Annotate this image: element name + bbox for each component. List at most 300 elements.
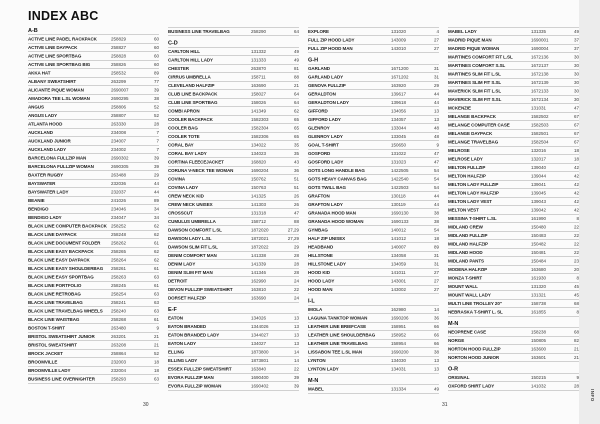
entry-name: BLACK LINE PORTFOLIO [28,283,82,288]
entry-name: COOLER TOTE [168,134,200,139]
entry-name: CUMULUS UMBRELLA [168,219,216,224]
index-entry [168,116,299,125]
index-entry [28,163,159,172]
entry-code: 131335 [531,29,547,34]
entry-code: 1690200 [391,349,409,355]
entry-page: 18 [573,156,579,162]
index-entry [308,385,439,394]
entry-code: 258290 [251,29,267,34]
entry-name: MADRID PIQUE MAN [448,37,492,43]
entry-code: 258807 [111,113,127,118]
entry-name: MELTON FULLZIP [448,165,486,170]
entry-name: CLUB LINE SPORTBAG [168,100,218,105]
index-entry [448,79,579,88]
entry-name: BROCK JACKET [28,351,63,356]
entry-code: 1672137 [531,63,549,68]
entry-code: 258532 [111,70,127,76]
index-entry [308,65,439,74]
entry-code: 1344027 [251,332,269,338]
entry-page: 52 [153,351,159,356]
entry-code: 143002 [391,287,407,292]
index-entry [448,215,579,224]
index-entry [168,141,299,150]
entry-name: COOLER BAG [168,125,198,131]
entry-name: BLACK LINE EASY BACKPACK [28,249,94,254]
entry-code: 134022 [251,142,267,148]
index-entry [308,141,439,150]
entry-code: 1422503 [391,185,409,190]
entry-name: MAVERICK SLIM FIT L.SL [448,88,502,94]
entry-name: CHESTER [168,66,189,71]
index-entry [28,282,159,291]
entry-name: CORAL BAY [168,142,194,148]
entry-page: 39 [153,155,159,161]
entry-code: 141325 [251,193,267,199]
index-entry [168,209,299,218]
entry-code: 1422540 [391,176,409,182]
entry-name: AUCKLAND LADY [28,147,67,152]
entry-code: 139044 [531,173,547,179]
entry-code: 163840 [251,366,267,372]
index-entry [448,274,579,283]
index-entry [168,99,299,108]
index-entry [448,206,579,215]
entry-code: 1690130 [391,210,409,216]
entry-name: FULL ZIP HOOD MAN [308,46,353,51]
entry-code: 131333 [251,57,267,63]
entry-code: 258245 [111,283,127,288]
entry-name: BRISTOL SWEATSHIRT JUNIOR [28,334,95,339]
entry-code: 1690206 [391,315,409,321]
entry-code: 133045 [391,134,407,139]
index-entry [28,316,159,325]
entry-page: 44 [433,193,439,199]
index-entry [168,260,299,269]
entry-name: MARTINES SLIM FIT L.SL [448,71,501,77]
index-entry [28,154,159,163]
entry-code: 258827 [111,45,127,50]
entry-name: COVINA [168,176,186,182]
entry-name: GRANADA HOOD MAN [308,210,356,216]
index-entry [28,290,159,299]
entry-name: MAVERICK SLIM FIT S.SL [448,97,502,102]
entry-page: 51 [293,185,299,190]
entry-name: NEBRASKA T-SHIRT L. SL [448,309,503,315]
index-entry [308,277,439,286]
entry-page: 54 [433,168,439,173]
index-block [28,27,159,384]
entry-page: 22 [573,224,579,230]
entry-page: 37 [573,46,579,51]
entry-code: 139042 [531,207,547,213]
entry-name: DENIM LADY [168,261,196,267]
entry-name: EATON [168,315,183,321]
entry-page: 54 [433,227,439,233]
entry-code: 234046 [111,206,127,212]
index-entry [168,133,299,142]
entry-code: 139045 [531,190,547,196]
entry-code: 131031 [531,105,547,111]
entry-name: MARTINES SLIM FIT S.SL [448,80,502,85]
index-block [168,27,299,36]
entry-code: 139618 [391,100,407,105]
entry-name: BROOMVILLE LADY [28,368,71,373]
index-entry [28,61,159,70]
entry-code: 263330 [111,121,127,127]
section-header: I-L [308,298,439,306]
entry-code: 1582303 [251,117,269,122]
entry-code: 158711 [251,74,266,80]
entry-code: 1690001 [531,37,549,43]
entry-code: 139040 [531,165,547,170]
entry-name: GOAL T-SHIRT [308,142,339,148]
entry-name: BARCELONA FULLZIP WOMAN [28,164,94,169]
entry-name: MIDLAND CREW [448,224,483,230]
entry-code: 163690 [251,295,267,301]
entry-code: 258806 [111,104,127,110]
entry-page: 36 [433,315,439,321]
entry-code: 1672134 [531,97,549,102]
entry-code: 150805 [531,338,547,343]
entry-code: 134031 [391,366,407,372]
entry-page: 14 [293,358,299,363]
entry-name: OXFORD SHIRT LADY [448,383,495,389]
entry-page: 18 [433,236,439,241]
entry-code: 163680 [531,267,547,272]
entry-page: 13 [293,341,299,346]
entry-name: BLACK LINE COMPUTER BACKPACK [28,223,107,229]
entry-name: AKKA HAT [28,70,51,76]
entry-name: BENDIGO [28,206,49,212]
entry-code: 141032 [531,383,547,389]
index-column [28,27,159,394]
entry-name: GENOVA FULLZIP [308,83,346,88]
entry-name: MELTON LADY VEST [448,199,492,204]
index-entry [168,167,299,176]
entry-code: 131022 [391,151,407,156]
index-entry [308,28,439,37]
entry-page: 21 [573,346,579,352]
entry-page: 29 [433,83,439,88]
entry-code: 150483 [531,233,547,238]
entry-name: GRAFTON LADY [308,202,343,207]
entry-name: CIRRUS UMBRELLA [168,74,211,80]
entry-code: 1344026 [251,324,269,329]
entry-name: HOOD LADY [308,278,335,284]
entry-name: CROSSCUT [168,210,193,216]
index-entry [448,104,579,113]
entry-name: MIDLAND HALFZIP [448,241,488,247]
entry-code: 150215 [531,375,547,380]
entry-name: LISSABON TEE L.SL MAN [308,349,363,355]
entry-code: 258240 [111,308,127,314]
entry-code: 258829 [111,36,127,42]
entry-name: MADRID PIQUE WOMAN [448,46,500,51]
entry-page: 39 [153,164,159,169]
entry-name: HILLSTONE LADY [308,261,346,267]
index-entry [448,172,579,181]
entry-code: 134056 [391,108,407,114]
entry-code: 150481 [531,250,547,255]
entry-code: 168820 [251,159,267,165]
entry-name: ANGUS [28,104,44,110]
entry-name: ACTIVE LINE SPORTBAG BIG [28,62,91,67]
entry-code: 143010 [391,46,407,51]
index-entry [308,150,439,159]
entry-page: 34 [153,206,159,212]
entry-name: EATON LADY [168,341,197,346]
entry-page: 61 [153,317,159,322]
entry-code: 258241 [111,300,127,305]
entry-name: BLACK LINE DAYPACK [28,232,77,237]
entry-page: 21 [153,342,159,348]
entry-page: 8 [576,275,579,281]
index-entry [448,138,579,147]
entry-page: 61 [153,240,159,246]
entry-code: 1690133 [391,219,409,224]
index-entry [168,286,299,295]
entry-page: 22 [573,241,579,247]
entry-code: 134030 [391,358,407,363]
entry-name: GOTS HEAVY CANVAS BAG [308,176,367,182]
entry-name: EVORA FULLZIP MAN [168,375,214,380]
entry-page: 64 [293,29,299,34]
entry-name: MESSINA T-SHIRT L.SL [448,216,497,221]
entry-page: 48 [433,134,439,139]
entry-name: HEADBAND [308,244,334,250]
entry-name: MIDLAND FULLZIP [448,233,488,238]
entry-name: ALICANTE PIQUE WOMAN [28,87,84,93]
entry-code: 131332 [251,49,267,54]
entry-name: ELLING LADY [168,358,198,363]
entry-name: COMBI APRON [168,108,200,114]
entry-page: 66 [433,324,439,329]
entry-name: MOUNT WALL [448,284,478,289]
index-entry [308,218,439,227]
entry-name: HOOD KID [308,270,330,275]
entry-name: GLENROY [308,125,330,131]
entry-page: 18 [573,148,579,153]
entry-page: 62 [153,223,159,229]
entry-page: 28 [293,253,299,258]
entry-code: 2690007 [111,87,129,93]
entry-page: 34 [153,215,159,220]
entry-code: 141339 [251,261,267,267]
index-entry [28,69,159,78]
entry-code: 258265 [111,249,127,254]
entry-code: 134023 [251,151,267,156]
entry-name: DEVON FULLZIP SWEATSHIRT [168,287,233,292]
entry-name: MELROSE LADY [448,156,483,162]
index-entry [168,226,299,235]
entry-code: 141349 [251,108,267,114]
entry-page: 28 [153,121,159,127]
entry-name: CARLTON HILL [168,49,200,54]
entry-page: 47 [573,105,579,111]
index-entry [308,45,439,54]
index-entry [168,374,299,383]
entry-code: 134027 [251,341,267,346]
entry-name: HOOD MAN [308,287,333,292]
index-entry [308,124,439,133]
entry-page: 42 [573,190,579,196]
entry-code: 1672138 [531,71,549,77]
index-entry [168,365,299,374]
entry-page: 22 [293,287,299,292]
entry-code: 163920 [391,83,407,88]
entry-page: 60 [153,45,159,50]
entry-name: COVINA LADY [168,185,199,190]
entry-page: 49 [293,49,299,54]
index-entry [28,188,159,197]
index-entry [448,87,579,96]
entry-code: 150484 [531,258,547,264]
entry-page: 22 [293,366,299,372]
entry-page: 49 [293,57,299,63]
entry-code: 258826 [111,62,127,67]
entry-page: 61 [153,283,159,288]
index-entry [28,129,159,138]
entry-name: ELLING [168,349,185,355]
index-entry [308,36,439,45]
entry-name: BLACK LINE TRAVELBAG WHEELS [28,308,103,314]
index-entry [448,374,579,383]
entry-page: 49 [433,386,439,392]
entry-page: 21 [153,334,159,339]
entry-page: 51 [293,176,299,182]
entry-page: 49 [573,29,579,34]
entry-name: MIDLAND HOOD [448,250,483,255]
entry-code: 150482 [531,241,547,247]
entry-name: GOTS LONG HANDLE BAG [308,168,365,173]
entry-name: GERALDTON LADY [308,100,349,105]
index-entry [448,240,579,249]
index-entry [168,65,299,74]
entry-page: 42 [573,173,579,179]
page-edge-strip [579,0,600,424]
entry-name: NORTON HOOD JUNIOR [448,355,500,360]
page-number-left: 30 [143,402,149,408]
index-block [168,40,299,303]
entry-page: 22 [573,250,579,255]
entry-code: 131321 [531,292,547,298]
entry-page: 88 [293,219,299,224]
entry-name: EATON BRANDED [168,324,207,329]
page-title: INDEX ABC [28,9,99,23]
index-entry [28,358,159,367]
entry-name: ACTIVE LINE DAYPACK [28,45,78,50]
entry-page: 48 [433,125,439,131]
entry-code: 141012 [391,236,407,241]
entry-page: 63 [153,300,159,305]
entry-name: DAWSON LADY L.SL [168,236,212,241]
entry-page: 61 [153,266,159,271]
entry-code: 2690295 [111,96,129,101]
index-block [308,57,439,295]
entry-code: 163600 [531,346,547,352]
entry-code: 158026 [251,100,267,105]
entry-name: BUSINESS LINE OVERNIGHTER [28,376,95,382]
index-entry [308,252,439,261]
entry-name: NORGE [448,338,465,343]
index-entry [308,99,439,108]
index-entry [28,52,159,61]
entry-page: 89 [153,70,159,76]
entry-page: 82 [573,338,579,343]
entry-page: 63 [153,274,159,280]
section-header: A-B [28,27,159,35]
entry-name: BAYSWATER [28,181,56,186]
entry-code: 163690 [251,83,267,88]
index-entry [308,116,439,125]
entry-page: 18 [153,368,159,373]
entry-page: 27 [433,270,439,275]
entry-code: 134058 [391,253,407,258]
entry-code: 1582306 [251,134,269,139]
entry-page: 89 [433,244,439,250]
entry-code: 1872022 [251,244,269,250]
index-block [308,27,439,53]
entry-page: 28 [573,383,579,389]
entry-name: DAWSON SLIM FIT L.SL [168,244,218,250]
index-entry [168,252,299,261]
entry-code: 263870 [251,66,267,71]
entry-name: EATON BRANDED LADY [168,332,220,338]
index-entry [448,36,579,45]
entry-name: DAWSON COMFORT L.SL [168,227,222,233]
entry-page: 9 [156,325,159,331]
entry-code: 234008 [111,130,127,135]
index-entry [28,86,159,95]
entry-code: 130118 [391,193,406,199]
entry-page: 65 [293,117,299,122]
entry-code: 258293 [111,376,127,382]
entry-page: 4 [436,29,439,34]
entry-page: 30 [573,88,579,94]
entry-name: GOTS TWILL BAG [308,185,346,190]
entry-name: ORIGINAL [448,375,470,380]
entry-name: CREW NECK KID [168,193,204,199]
entry-code: 258248 [111,232,127,237]
index-entry [308,306,439,315]
index-entry [28,205,159,214]
section-header: M-N [308,377,439,385]
index-block [448,366,579,391]
index-entry [448,232,579,241]
entry-code: 1671200 [391,66,409,71]
index-entry [448,345,579,354]
entry-name: MONZA T-SHIRT [448,275,483,281]
entry-code: 1582502 [531,114,549,119]
entry-name: GARLAND LADY [308,74,344,80]
entry-page: 60 [153,53,159,59]
entry-name: MELROSE [448,148,470,153]
entry-page: 26 [293,202,299,207]
index-entry [308,209,439,218]
index-entry [308,73,439,82]
entry-code: 158712 [251,219,267,224]
entry-code: 131320 [531,284,547,289]
index-entry [168,56,299,65]
entry-code: 2690305 [111,164,129,169]
entry-name: BARCELONA FULLZIP MAN [28,155,87,161]
index-entry [448,337,579,346]
entry-code: 162980 [391,307,407,312]
entry-name: NORTON HOOD FULLZIP [448,346,501,352]
index-entry [28,248,159,257]
entry-code: 161990 [531,216,547,221]
entry-name: BRISTOL SWEATSHIRT [28,342,77,348]
